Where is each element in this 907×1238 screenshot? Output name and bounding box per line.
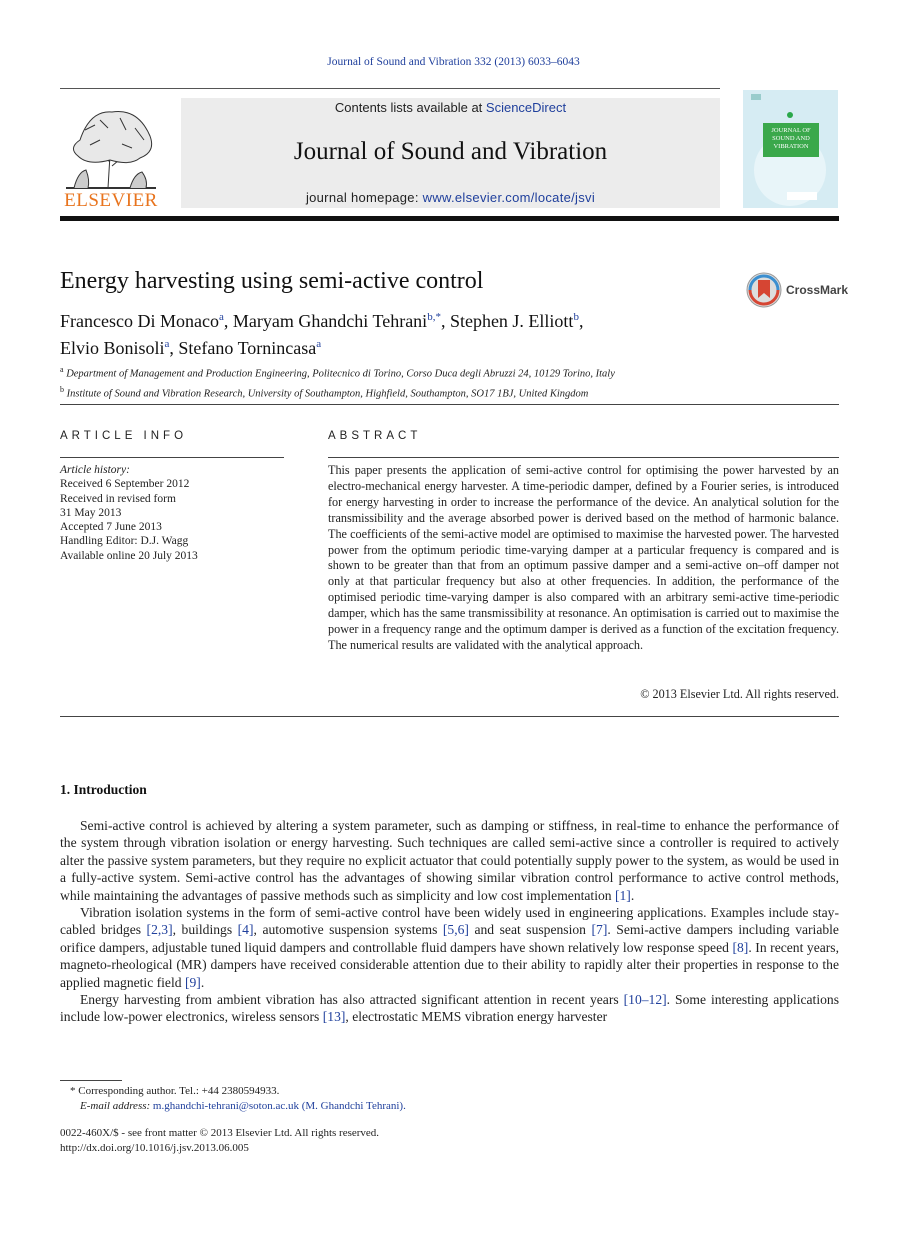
affiliation xyxy=(60,362,615,382)
author-affil-mark: a xyxy=(218,311,224,323)
author-name: Maryam Ghandchi Tehrani xyxy=(232,311,428,331)
front-matter xyxy=(60,1126,379,1156)
text-run: , electrostatic MEMS vibration energy harvester xyxy=(345,1009,608,1025)
text-run: Semi-active control is achieved by altering a system parameter, such as damping or stiffness, in real-time to enhance the performance of the system through vibration isolation or energy harvesting. Such techniques are called semi-active since a controller is required to actively alter the passive system parameters, but they require no explicit actuator that could potentially supply power to the system, as would be used in a fully-active system. Semi-active control has the advantages of showing similar vibration control performance to active control methods, while maintaining the advantages of passive methods such as simplicity and low cost implementation xyxy=(60,818,839,903)
affiliation-text: Department of Management and Production Engineering, Politecnico di Torino, Corso Duca degli Abruzzi 24, 10129 Torino, Italy xyxy=(66,368,615,380)
homepage-link[interactable]: www.elsevier.com/locate/jsvi xyxy=(422,190,596,205)
footnote xyxy=(60,1084,839,1114)
abstract-rule xyxy=(328,457,839,458)
abstract-heading: ABSTRACT xyxy=(328,430,422,442)
author-name: Stephen J. Elliott xyxy=(449,311,574,331)
history-item: Received in revised form xyxy=(60,492,176,505)
cover-line-3: VIBRATION xyxy=(773,143,809,150)
contents-line xyxy=(181,100,720,115)
paragraph xyxy=(60,904,839,991)
text-run: . xyxy=(200,974,205,990)
author-sep: , xyxy=(440,311,450,331)
citation-link[interactable]: [2,3] xyxy=(146,922,173,938)
corresponding-author-note: * Corresponding author. Tel.: +44 2380594933. xyxy=(70,1085,280,1097)
affiliation-text: Institute of Sound and Vibration Research, University of Southampton, Highfield, Southampton, SO17 1BJ, United Kingdom xyxy=(66,388,589,399)
citation-link[interactable]: [9] xyxy=(184,974,201,990)
email-name: (M. Ghandchi Tehrani). xyxy=(298,1100,406,1112)
citation-link[interactable]: [8] xyxy=(732,939,749,955)
contents-prefix: Contents lists available at xyxy=(334,100,486,115)
author-sep: , xyxy=(223,311,233,331)
affiliation-key: b xyxy=(60,384,64,394)
paragraph xyxy=(60,817,839,904)
text-run: . xyxy=(630,887,635,903)
abstract-text: This paper presents the application of semi-active control for optimising the power harvested by an electro-mechanical energy harvester. A time-periodic damper, defined by a Fourier series, is introduced for energy harvesting in order to increase the performance of the device. An analytical solution for the transmissibility and the average absorbed power is derived based on the method of harmonic balance. The coefficients of the semi-active model are optimised to maximise the harvested power. The harvested power from the optimum periodic time-varying damper at a particular frequency is compared and is shown to be greater than that from an optimum passive damper and a semi-active on–off damper not only at that particular frequency but also at other frequencies. In addition, the performance of the optimised periodic time-varying damper is also compared with an arbitrary semi-active time-periodic damper, which has the same transmissibility at resonance. An optimisation is carried out to maximise the power in a frequency range and the optimum damper is derived as a function of the excitation frequency. The numerical results are validated with the analytical approach. xyxy=(328,463,839,652)
introduction-body xyxy=(60,817,839,1026)
header-thick-rule xyxy=(60,216,839,221)
journal-reference[interactable]: Journal of Sound and Vibration 332 (2013) 6033–6043 xyxy=(327,56,580,68)
header-rule xyxy=(60,88,720,89)
author-affil-mark: b xyxy=(573,311,579,323)
author[interactable] xyxy=(60,338,178,358)
text-run: , buildings xyxy=(172,922,238,938)
history-item: Handling Editor: D.J. Wagg xyxy=(60,535,189,548)
homepage-line xyxy=(181,190,720,205)
abstract-bottom-rule xyxy=(60,716,839,717)
author-sep: , xyxy=(578,311,584,331)
author[interactable] xyxy=(233,311,450,331)
text-run: Vibration isolation systems in the form of semi-active control have been widely used in engineering applications. Examples include stay-cabled bridges xyxy=(60,905,839,938)
author-name: Francesco Di Monaco xyxy=(60,311,219,331)
homepage-prefix: journal homepage: xyxy=(305,190,423,205)
affiliation xyxy=(60,382,615,402)
cover-title xyxy=(763,127,819,151)
crossmark-icon xyxy=(746,272,782,308)
abstract-copyright: © 2013 Elsevier Ltd. All rights reserved. xyxy=(640,687,839,701)
history-item: Accepted 7 June 2013 xyxy=(60,521,162,534)
citation-link[interactable]: [10–12] xyxy=(623,992,667,1008)
text-run: , automotive suspension systems xyxy=(253,922,443,938)
section-heading-introduction: 1. Introduction xyxy=(60,782,147,797)
history-label: Article history: xyxy=(60,464,130,476)
author-affil-mark: b,* xyxy=(427,311,441,323)
elsevier-logo[interactable] xyxy=(60,100,162,211)
author-list xyxy=(60,306,740,360)
crossmark-label: CrossMark xyxy=(786,283,849,297)
affiliation-rule xyxy=(60,404,839,405)
author[interactable] xyxy=(178,338,321,358)
text-run: Energy harvesting from ambient vibration has also attracted significant attention in recent years xyxy=(80,992,624,1008)
crossmark-badge[interactable] xyxy=(746,272,849,308)
text-run: . Some interesting applications include low-power electronics, wireless sensors xyxy=(60,992,839,1025)
author-sep: , xyxy=(169,338,179,358)
elsevier-wordmark: ELSEVIER xyxy=(64,190,158,211)
history-item: Received 6 September 2012 xyxy=(60,478,190,491)
article-info-rule xyxy=(60,457,284,458)
email-link[interactable]: m.ghandchi-tehrani@soton.ac.uk xyxy=(152,1100,299,1112)
text-run: and seat suspension xyxy=(468,922,592,938)
cover-line-1: JOURNAL OF xyxy=(771,127,811,134)
doi-link[interactable]: http://dx.doi.org/10.1016/j.jsv.2013.06.005 xyxy=(60,1142,249,1154)
article-info-heading: ARTICLE INFO xyxy=(60,430,188,442)
author-affil-mark: a xyxy=(316,338,322,350)
footnote-rule xyxy=(60,1080,122,1081)
affiliation-key: a xyxy=(60,365,64,374)
citation-link[interactable]: [5,6] xyxy=(442,922,469,938)
author-name: Elvio Bonisoli xyxy=(60,338,165,358)
history-item: Available online 20 July 2013 xyxy=(60,549,198,562)
journal-cover[interactable] xyxy=(743,90,838,208)
author-affil-mark: a xyxy=(164,338,170,350)
citation-link[interactable]: [7] xyxy=(591,922,608,938)
citation-link[interactable]: [13] xyxy=(322,1009,346,1025)
sciencedirect-link[interactable]: ScienceDirect xyxy=(485,100,567,115)
article-title: Energy harvesting using semi-active control xyxy=(60,268,484,294)
history-item: 31 May 2013 xyxy=(60,506,122,519)
paragraph xyxy=(60,991,839,1026)
affiliations xyxy=(60,362,615,401)
journal-title: Journal of Sound and Vibration xyxy=(293,138,608,165)
author[interactable] xyxy=(60,311,233,331)
cover-line-2: SOUND AND xyxy=(772,135,810,142)
text-run: . In recent years, magneto-rheological (MR) dampers have received considerable attention due to their ability to rapidly alter their properties in response to the applied magnetic field xyxy=(60,939,839,990)
author-name: Stefano Tornincasa xyxy=(178,338,317,358)
email-label: E-mail address: xyxy=(80,1100,153,1112)
email-line xyxy=(60,1099,839,1114)
author[interactable] xyxy=(450,311,584,331)
issn-line: 0022-460X/$ - see front matter © 2013 Elsevier Ltd. All rights reserved. xyxy=(60,1127,380,1139)
article-history xyxy=(60,463,290,563)
journal-banner xyxy=(181,98,720,208)
citation-link[interactable]: [4] xyxy=(237,922,254,938)
citation-link[interactable]: [1] xyxy=(614,887,631,903)
text-run: . Semi-active dampers including variable orifice dampers, adjustable tuned liquid dampers and controllable fluid dampers have shown relatively low response speed xyxy=(60,922,839,955)
